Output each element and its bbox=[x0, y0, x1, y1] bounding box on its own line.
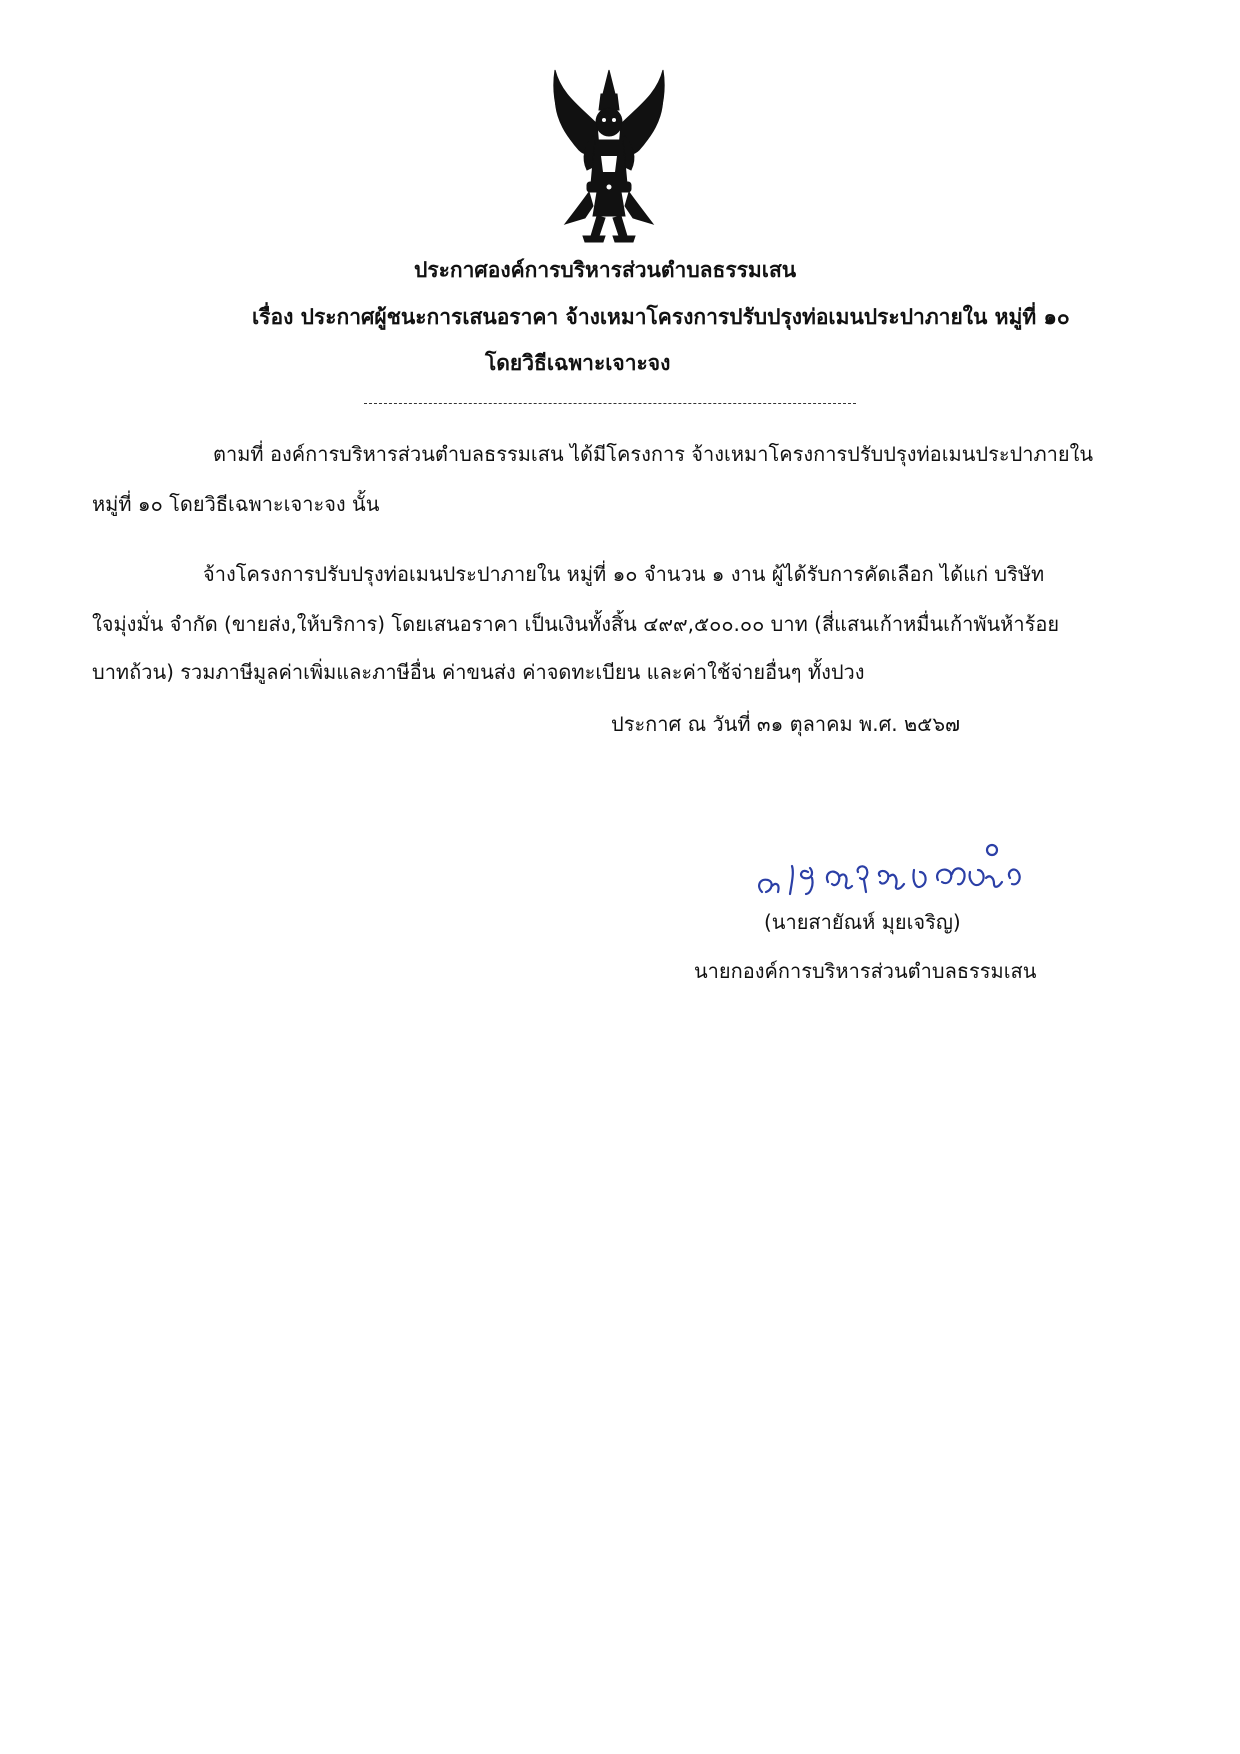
paragraph-2-line-1: จ้างโครงการปรับปรุงท่อเมนประปาภายใน หมู่ที่ ๑๐ จำนวน ๑ งาน ผู้ได้รับการคัดเลือก ได้แก่ บริษัท bbox=[203, 562, 1045, 586]
signatory-name: (นายสายัณห์ มุยเจริญ) bbox=[764, 910, 961, 934]
announcement-method: โดยวิธีเฉพาะเจาะจง bbox=[485, 351, 671, 375]
heading-divider bbox=[364, 403, 856, 404]
paragraph-1-line-1: ตามที่ องค์การบริหารส่วนตำบลธรรมเสน ได้มีโครงการ จ้างเหมาโครงการปรับปรุงท่อเมนประปาภายใน bbox=[213, 442, 1094, 466]
announcement-date: ประกาศ ณ วันที่ ๓๑ ตุลาคม พ.ศ. ๒๕๖๗ bbox=[611, 712, 961, 736]
handwritten-signature bbox=[748, 842, 1058, 912]
paragraph-2-line-2: ใจมุ่งมั่น จำกัด (ขายส่ง,ให้บริการ) โดยเสนอราคา เป็นเงินทั้งสิ้น ๔๙๙,๕๐๐.๐๐ บาท (สี่แสนเก้าหมื่นเก้าพันห้าร้อย bbox=[92, 612, 1060, 636]
paragraph-2-line-3: บาทถ้วน) รวมภาษีมูลค่าเพิ่มและภาษีอื่น ค่าขนส่ง ค่าจดทะเบียน และค่าใช้จ่ายอื่นๆ ทั้งปวง bbox=[92, 660, 865, 684]
announcement-subject: เรื่อง ประกาศผู้ชนะการเสนอราคา จ้างเหมาโครงการปรับปรุงท่อเมนประปาภายใน หมู่ที่ ๑๐ bbox=[252, 305, 1070, 329]
paragraph-1-line-2: หมู่ที่ ๑๐ โดยวิธีเฉพาะเจาะจง นั้น bbox=[92, 492, 380, 516]
garuda-emblem-icon bbox=[548, 66, 670, 244]
announcement-heading: ประกาศองค์การบริหารส่วนตำบลธรรมเสน bbox=[414, 258, 797, 282]
signatory-title: นายกองค์การบริหารส่วนตำบลธรรมเสน bbox=[694, 959, 1037, 983]
